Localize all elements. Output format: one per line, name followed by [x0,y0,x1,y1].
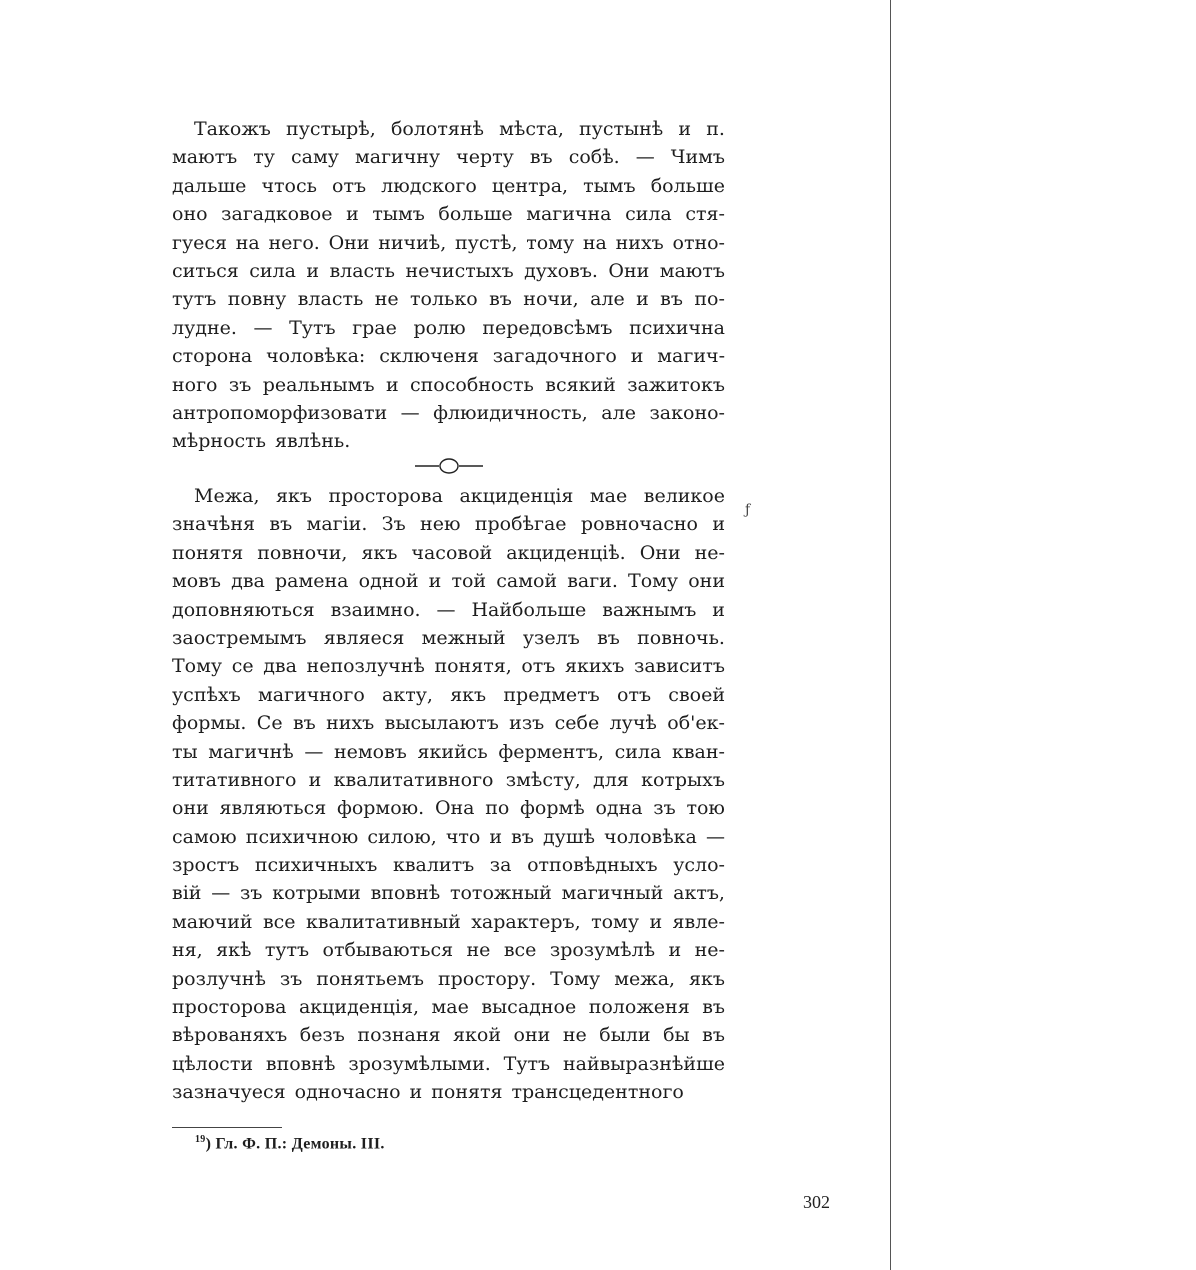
text-line: Такожъ пустырѣ, болотянѣ мѣста, пустынѣ и п. [194,118,725,140]
text-line: ного зъ реальнымъ и способность всякий зажитокъ [172,373,725,396]
text-line: маютъ ту саму магичну черту въ собѣ. — Чимъ [172,146,725,169]
text-line: сторона чоловѣка: сключеня загадочного и магич- [172,345,725,368]
text-line: просторова акциденція, мае высадное положеня въ [172,996,725,1019]
margin-mark: ƒ [745,502,751,518]
text-line: ня, якѣ тутъ отбываються не все зрозумѣлѣ и не- [172,939,725,962]
text-line: вій — зъ котрыми вповнѣ тотожный магичный актъ, [172,882,725,905]
text-line: ситься сила и власть нечистыхъ духовъ. Они маютъ [172,259,725,282]
text-line: самою психичною силою, что и въ душѣ чоловѣка — [172,825,725,848]
paragraph-1 [172,115,725,456]
footnote-text: ) Гл. Ф. П.: Демоны. III. [205,1135,385,1153]
text-line: вѣрованяхъ безъ познаня якой они не были бы въ [172,1024,725,1047]
text-line: мѣрность явлѣнь. [172,430,351,453]
text-line: мовъ два рамена одной и той самой ваги. Тому они [172,570,725,593]
footnote-divider [172,1127,282,1128]
text-line: успѣхъ магичного акту, якъ предметъ отъ своей [172,683,725,706]
footnote-marker: 19 [195,1134,206,1145]
text-line: тутъ повну власть не только въ ночи, але и въ по- [172,288,725,311]
text-line: цѣлости вповнѣ зрозумѣлыми. Тутъ найвыразнѣйше [172,1052,725,1075]
text-line: розлучнѣ зъ понятьемъ простору. Тому межа, якъ [172,967,725,990]
footnote [195,1134,385,1153]
text-line: значѣня въ магіи. Зъ нею пробѣгае ровночасно и [172,513,725,536]
text-line: доповняються взаимно. — Найбольше важнымъ и [172,598,725,621]
text-line: они являються формою. Она по формѣ одна зъ тою [172,797,725,820]
text-line: дальше чтось отъ людского центра, тымъ больше [172,174,725,197]
text-line: антропоморфизовати — флюидичность, але законо- [172,401,725,424]
text-line: оно загадковое и тымъ больше магична сила стя- [172,203,725,226]
text-line: маючий все квалитативный характеръ, тому и явле- [172,910,725,933]
paragraph-2 [172,482,725,1107]
text-line: Межа, якъ просторова акциденція мае великое [194,485,725,507]
page-number: 302 [803,1192,830,1212]
text-line: зазначуеся одночасно и понятя трансцедентного [172,1081,684,1104]
text-line: гуеся на него. Они ничиѣ, пустѣ, тому на нихъ отно- [172,231,725,254]
text-line: Тому се два непозлучнѣ понятя, отъ якихъ зависитъ [172,655,725,678]
text-line: зростъ психичныхъ квалитъ за отповѣдныхъ усло- [172,854,725,877]
text-line: лудне. — Тутъ грае ролю передовсѣмъ психична [172,316,725,339]
text-line: ты магичнѣ — немовъ якийсь ферментъ, сила кван- [172,740,725,763]
text-line: формы. Се въ нихъ высылаютъ изъ себе лучѣ об'ек- [172,712,725,735]
text-line: заостремымъ являеся межный узелъ въ повночь. [172,626,725,649]
section-divider-ornament [413,456,485,476]
text-line: понятя повночи, якъ часовой акциденціѣ. Они не- [172,541,725,564]
text-line: титативного и квалитативного змѣсту, для котрыхъ [172,768,725,791]
